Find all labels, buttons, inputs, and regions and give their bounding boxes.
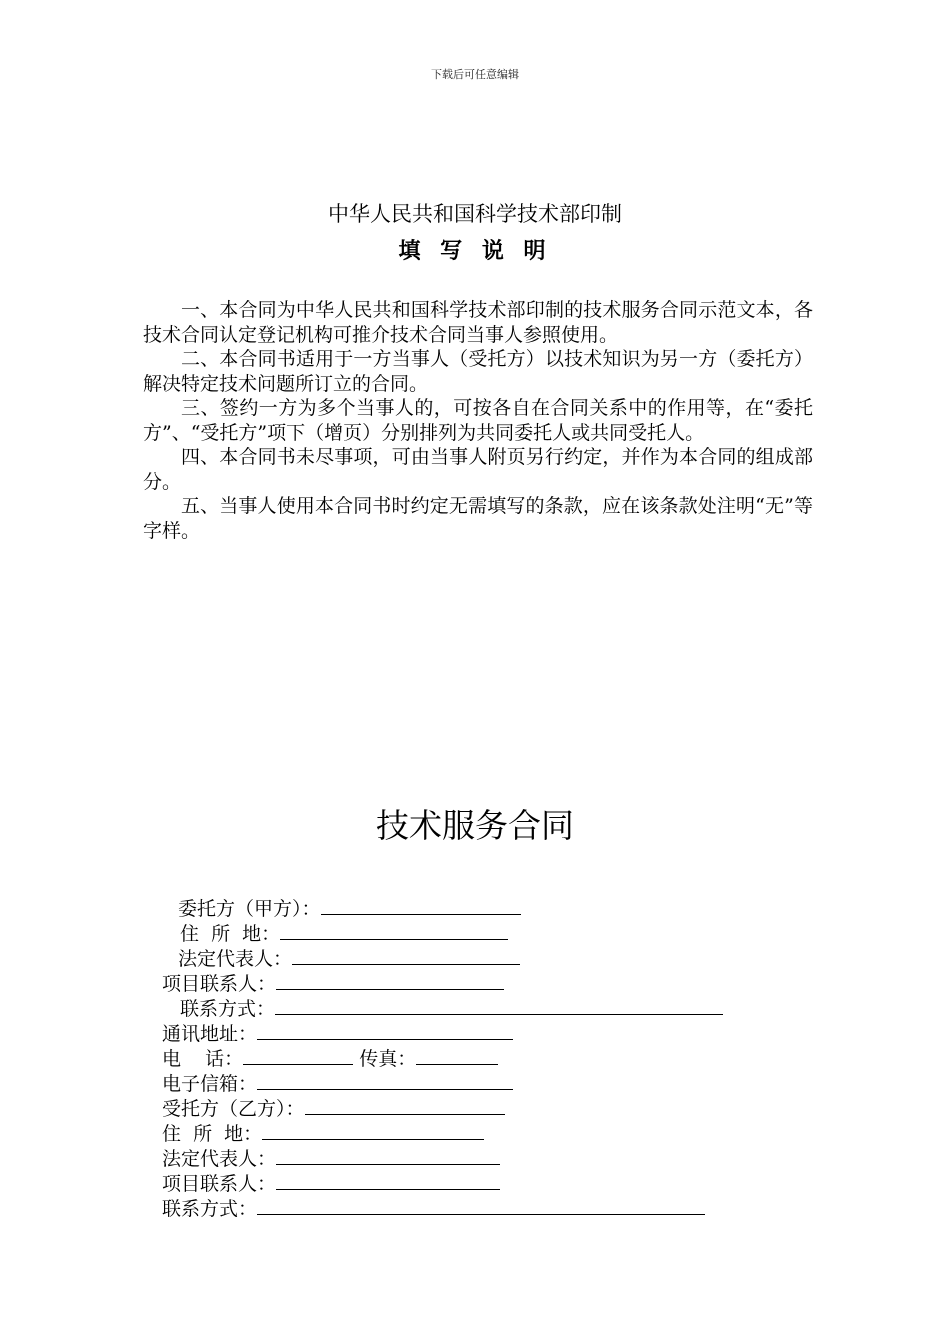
contractor-contact-method-field[interactable]: [257, 1196, 705, 1215]
contractor-name-field[interactable]: [305, 1096, 505, 1115]
client-address-field[interactable]: [280, 921, 508, 940]
contractor-legal-rep-label: 法定代表人：: [162, 1148, 277, 1170]
client-phone-field[interactable]: [243, 1046, 353, 1065]
client-contact-person-row: [162, 971, 504, 996]
client-legal-rep-label: 法定代表人：: [178, 948, 293, 970]
contractor-contact-method-row: [162, 1196, 705, 1221]
client-email-label: 电子信箱：: [162, 1073, 258, 1095]
client-email-field[interactable]: [257, 1071, 513, 1090]
client-row: [178, 896, 521, 921]
client-phone-label: 电 话：: [162, 1048, 244, 1070]
client-fax-field[interactable]: [416, 1046, 498, 1065]
contractor-row: [162, 1096, 505, 1121]
client-phone-row: [162, 1046, 498, 1071]
client-mail-address-field[interactable]: [257, 1021, 513, 1040]
contractor-address-label: 住 所 地：: [162, 1123, 263, 1145]
client-address-row: [180, 921, 508, 946]
contractor-legal-rep-row: [162, 1146, 500, 1171]
contractor-contact-person-label: 项目联系人：: [162, 1173, 277, 1195]
client-contact-person-label: 项目联系人：: [162, 973, 277, 995]
client-mail-address-row: [162, 1021, 513, 1046]
client-legal-rep-field[interactable]: [292, 946, 520, 965]
client-contact-person-field[interactable]: [276, 971, 504, 990]
instruction-item-1: 一、本合同为中华人民共和国科学技术部印制的技术服务合同示范文本，各技术合同认定登记机构可推介技术合同当事人参照使用。: [143, 299, 813, 346]
instructions-title: 填 写 说 明: [398, 239, 552, 264]
client-contact-method-field[interactable]: [275, 996, 723, 1015]
contractor-contact-method-label: 联系方式：: [162, 1198, 258, 1220]
contractor-contact-person-field[interactable]: [276, 1171, 500, 1190]
instruction-item-3: 三、签约一方为多个当事人的，可按各自在合同关系中的作用等，在“委托方”、“受托方”项下（增页）分别排列为共同委托人或共同受托人。: [143, 397, 813, 444]
contractor-legal-rep-field[interactable]: [276, 1146, 500, 1165]
client-contact-method-row: [180, 996, 723, 1021]
instructions-list: [143, 298, 813, 543]
instruction-item-2: 二、本合同书适用于一方当事人（受托方）以技术知识为另一方（委托方）解决特定技术问题所订立的合同。: [143, 348, 813, 395]
client-contact-method-label: 联系方式：: [180, 998, 276, 1020]
contractor-label: 受托方（乙方）：: [162, 1098, 305, 1120]
client-name-field[interactable]: [321, 896, 521, 915]
client-label: 委托方（甲方）：: [178, 898, 321, 920]
contractor-address-row: [162, 1121, 484, 1146]
client-mail-address-label: 通讯地址：: [162, 1023, 258, 1045]
contract-title: 技术服务合同: [376, 806, 574, 845]
header-note: 下载后可任意编辑: [431, 68, 519, 81]
instruction-item-4: 四、本合同书未尽事项，可由当事人附页另行约定，并作为本合同的组成部分。: [143, 446, 813, 493]
contractor-address-field[interactable]: [262, 1121, 484, 1140]
client-fax-label: 传真：: [359, 1048, 417, 1070]
client-address-label: 住 所 地：: [180, 923, 281, 945]
client-legal-rep-row: [178, 946, 520, 971]
printed-by: 中华人民共和国科学技术部印制: [328, 202, 622, 226]
contractor-contact-person-row: [162, 1171, 500, 1196]
client-email-row: [162, 1071, 513, 1096]
instruction-item-5: 五、当事人使用本合同书时约定无需填写的条款，应在该条款处注明“无”等字样。: [143, 495, 813, 542]
